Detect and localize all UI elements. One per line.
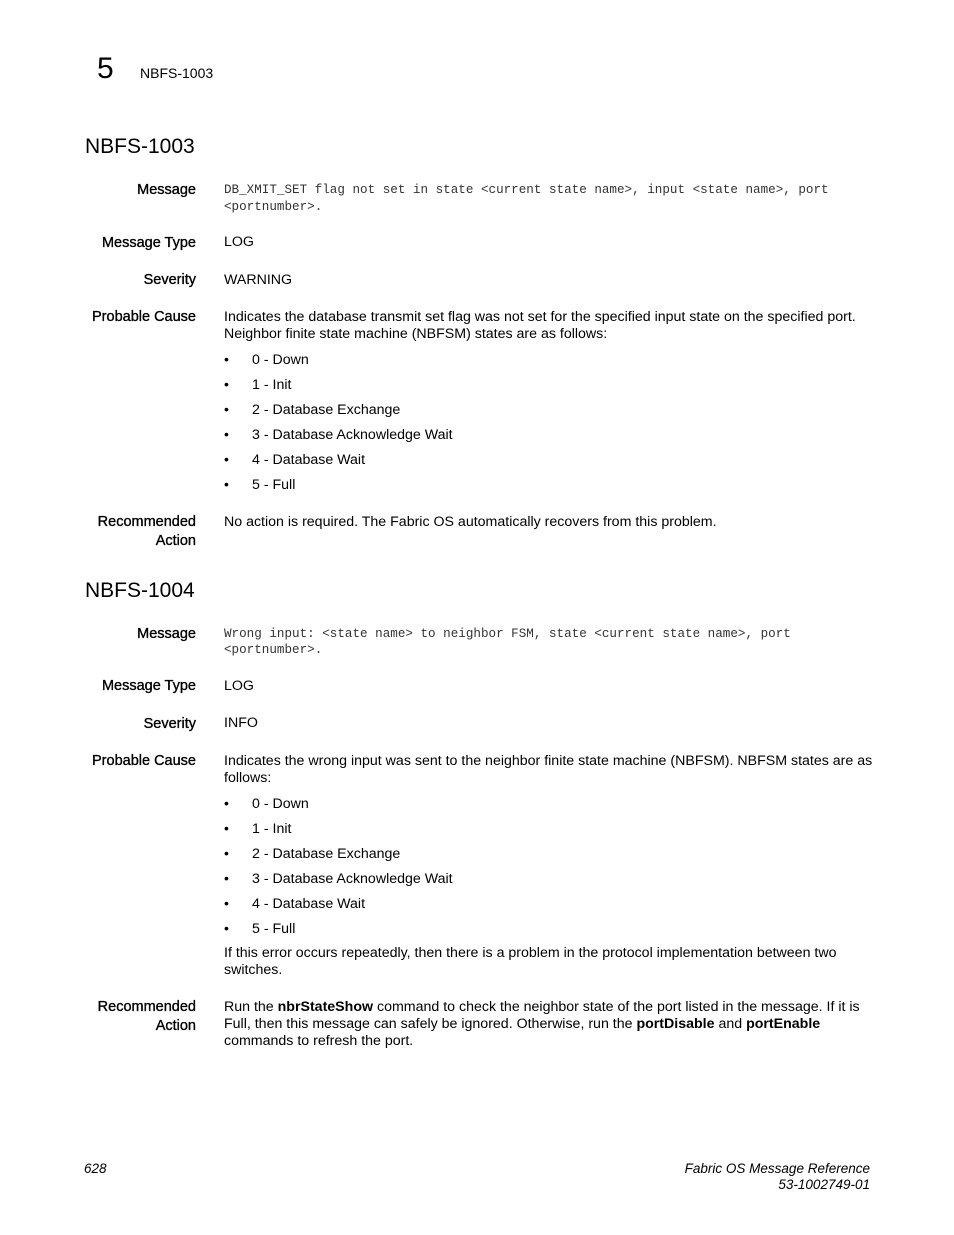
recommended-action-text-cont: Full, then this message can safely be ignored. Otherwise, run the portDisable and portEnable — [224, 1016, 821, 1032]
severity-label: Severity — [143, 272, 196, 288]
severity-value: INFO — [224, 715, 258, 731]
message-label: Message — [137, 626, 196, 642]
recommended-action-label-cont: Action — [155, 533, 196, 549]
message-type-label: Message Type — [101, 678, 196, 694]
message-text: Wrong input: <state name> to neighbor FSM, state <current state name>, port — [224, 627, 791, 641]
footer-doc-title: Fabric OS Message Reference — [684, 1161, 870, 1176]
recommended-action-text: No action is required. The Fabric OS automatically recovers from this problem. — [224, 514, 717, 530]
note-text: If this error occurs repeatedly, then there is a problem in the protocol implementation between two — [224, 945, 837, 961]
chapter-number: 5 — [97, 52, 114, 85]
command-nbrstateshow: nbrStateShow — [277, 999, 374, 1015]
message-text-cont: <portnumber>. — [224, 643, 323, 657]
message-text-cont: <portnumber>. — [224, 200, 323, 214]
page-number: 628 — [84, 1161, 107, 1176]
probable-cause-label: Probable Cause — [92, 309, 196, 325]
command-portenable: portEnable — [746, 1016, 821, 1032]
recommended-action-label-cont: Action — [155, 1018, 196, 1034]
probable-cause-text: Indicates the database transmit set flag was not set for the specified input state on the specified port. — [224, 309, 856, 325]
footer-doc-number: 53-1002749-01 — [778, 1177, 870, 1192]
severity-value: WARNING — [224, 272, 293, 288]
probable-cause-text: Indicates the wrong input was sent to the neighbor finite state machine (NBFSM). NBFSM states are as — [224, 753, 873, 769]
message-text: DB_XMIT_SET flag not set in state <current state name>, input <state name>, port — [224, 183, 829, 197]
message-label: Message — [137, 182, 196, 198]
message-type-value: LOG — [224, 678, 254, 694]
section-title-nbfs-1004: NBFS-1004 — [85, 579, 195, 602]
note-text-cont: switches. — [224, 962, 283, 978]
section-title-nbfs-1003: NBFS-1003 — [85, 135, 195, 158]
message-type-value: LOG — [224, 234, 254, 250]
recommended-action-text-cont2: commands to refresh the port. — [224, 1033, 414, 1049]
chapter-title: NBFS-1003 — [140, 65, 214, 81]
probable-cause-text-cont: follows: — [224, 770, 272, 786]
recommended-action-label: Recommended — [97, 999, 196, 1015]
probable-cause-label: Probable Cause — [92, 753, 196, 769]
severity-label: Severity — [143, 716, 196, 732]
command-portdisable: portDisable — [636, 1016, 715, 1032]
probable-cause-text-cont: Neighbor finite state machine (NBFSM) states are as follows: — [224, 326, 608, 342]
recommended-action-label: Recommended — [97, 514, 196, 530]
recommended-action-text: Run the nbrStateShow command to check the neighbor state of the port listed in the message. If it is — [224, 999, 860, 1015]
message-type-label: Message Type — [101, 235, 196, 251]
